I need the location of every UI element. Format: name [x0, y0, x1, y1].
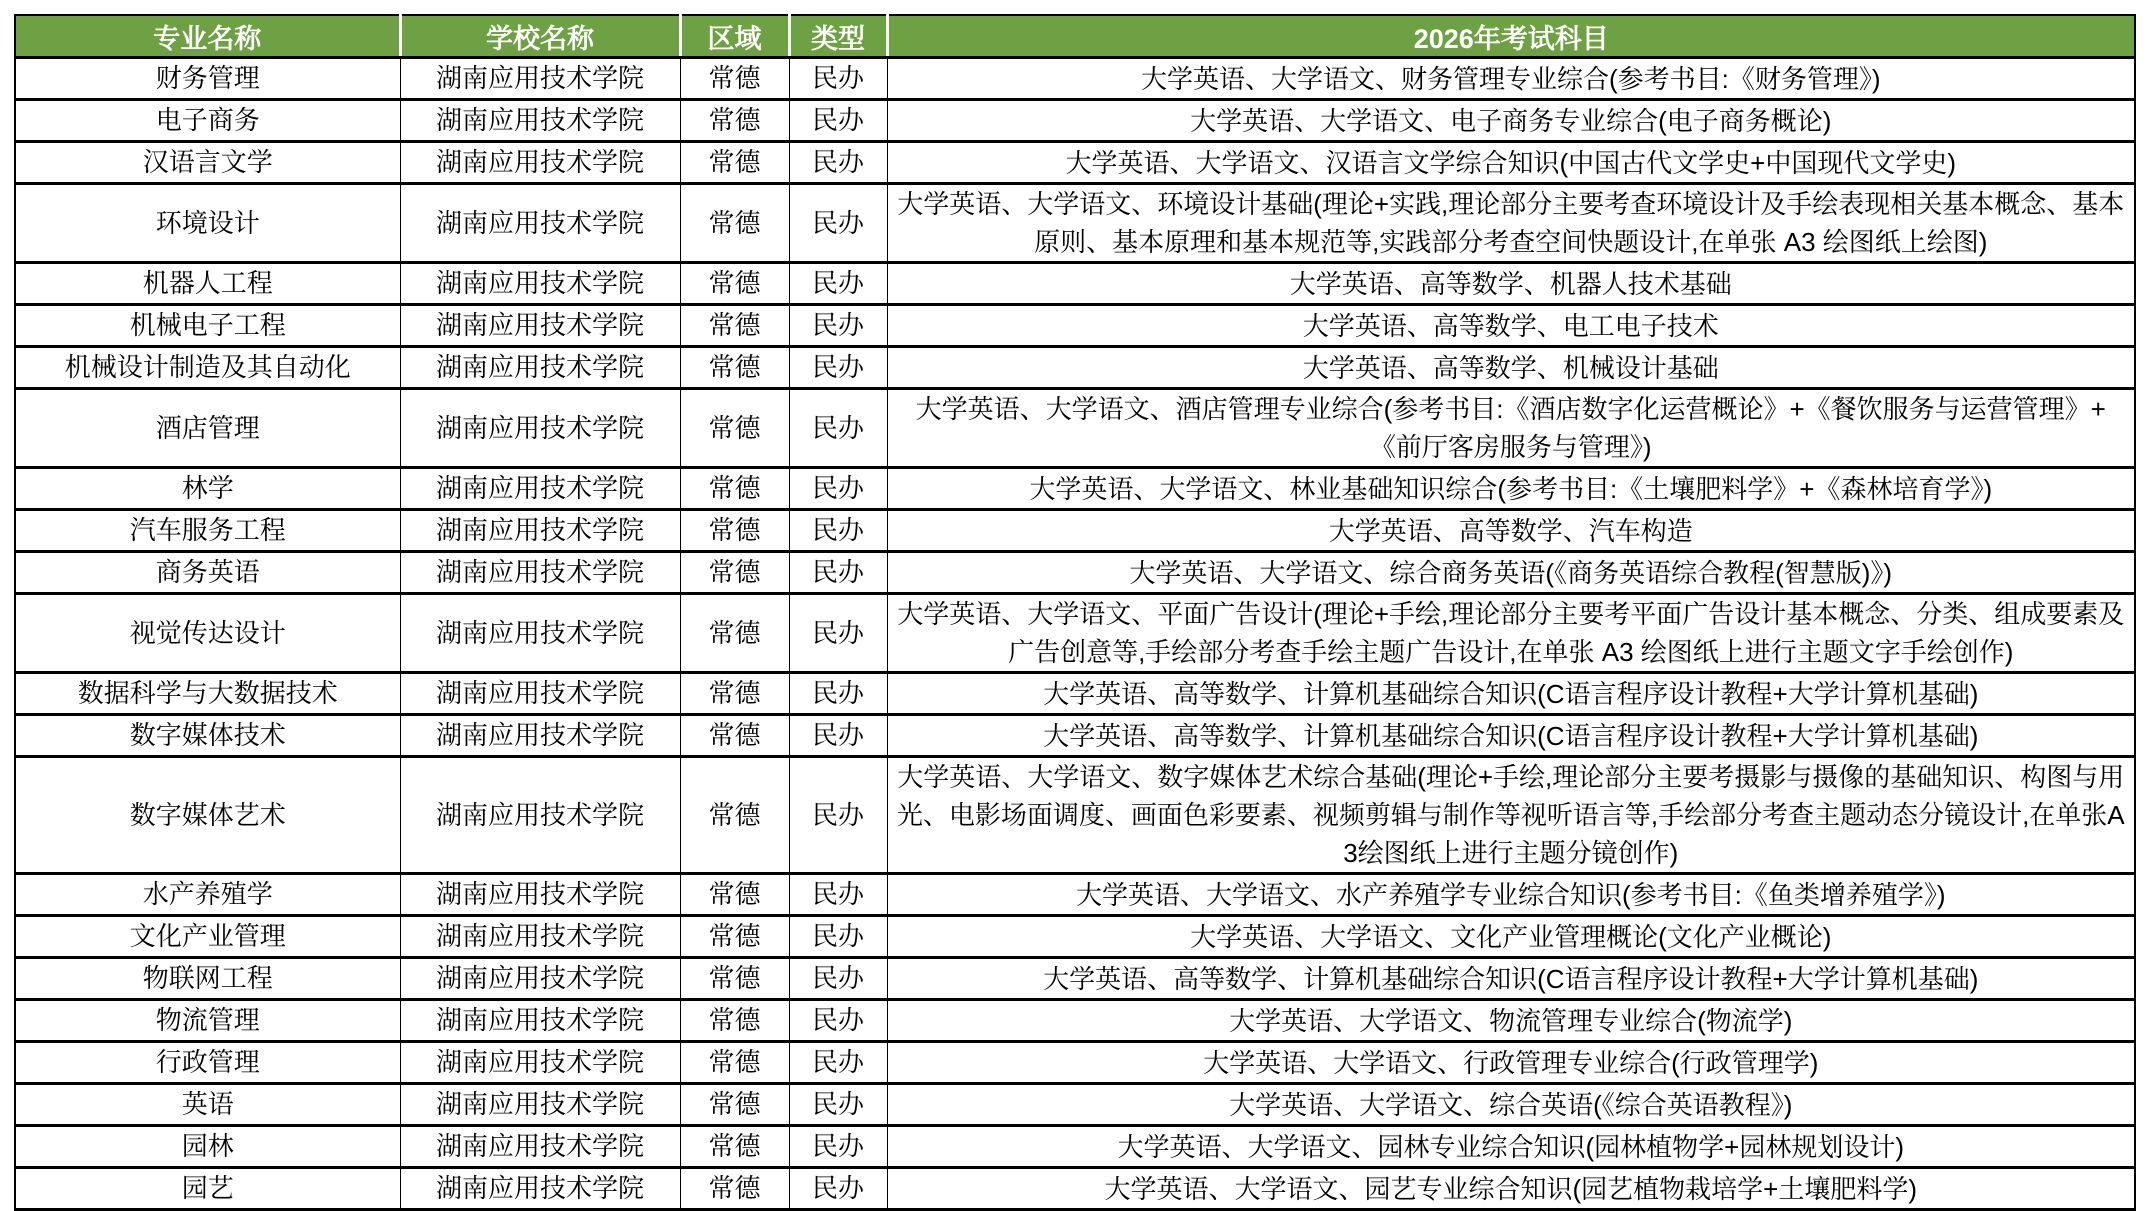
type-cell: 民办: [789, 958, 887, 1000]
school-cell: 湖南应用技术学院: [400, 1126, 680, 1168]
subjects-cell: 大学英语、高等数学、计算机基础综合知识(C语言程序设计教程+大学计算机基础): [887, 715, 2135, 757]
major-cell: 视觉传达设计: [15, 594, 400, 673]
subjects-cell: 大学英语、高等数学、汽车构造: [887, 510, 2135, 552]
school-cell: 湖南应用技术学院: [400, 263, 680, 305]
school-cell: 湖南应用技术学院: [400, 1168, 680, 1210]
major-cell: 行政管理: [15, 1042, 400, 1084]
school-cell: 湖南应用技术学院: [400, 958, 680, 1000]
type-cell: 民办: [789, 1000, 887, 1042]
table-row: [15, 916, 2135, 958]
type-cell: 民办: [789, 1084, 887, 1126]
major-cell: 物联网工程: [15, 958, 400, 1000]
major-cell: 机械电子工程: [15, 305, 400, 347]
table-header-row: [15, 15, 2135, 58]
subjects-cell: 大学英语、高等数学、电工电子技术: [887, 305, 2135, 347]
school-cell: 湖南应用技术学院: [400, 305, 680, 347]
column-header-school: 学校名称: [400, 15, 680, 58]
major-cell: 酒店管理: [15, 389, 400, 468]
school-cell: 湖南应用技术学院: [400, 1000, 680, 1042]
major-cell: 环境设计: [15, 184, 400, 263]
region-cell: 常德: [680, 594, 789, 673]
major-cell: 机械设计制造及其自动化: [15, 347, 400, 389]
type-cell: 民办: [789, 510, 887, 552]
type-cell: 民办: [789, 916, 887, 958]
region-cell: 常德: [680, 715, 789, 757]
table-row: [15, 142, 2135, 184]
subjects-cell: 大学英语、大学语文、平面广告设计(理论+手绘,理论部分主要考平面广告设计基本概念、分类、组成要素及广告创意等,手绘部分考查手绘主题广告设计,在单张 A3 绘图纸上进行主题文字手绘创作): [887, 594, 2135, 673]
subjects-cell: 大学英语、大学语文、酒店管理专业综合(参考书目:《酒店数字化运营概论》+《餐饮服务与运营管理》+《前厅客房服务与管理》): [887, 389, 2135, 468]
subjects-cell: 大学英语、大学语文、园艺专业综合知识(园艺植物栽培学+土壤肥料学): [887, 1168, 2135, 1210]
subjects-cell: 大学英语、高等数学、机械设计基础: [887, 347, 2135, 389]
table-body: [15, 58, 2135, 1210]
type-cell: 民办: [789, 184, 887, 263]
subjects-cell: 大学英语、大学语文、水产养殖学专业综合知识(参考书目:《鱼类增养殖学》): [887, 874, 2135, 916]
type-cell: 民办: [789, 468, 887, 510]
type-cell: 民办: [789, 1126, 887, 1168]
type-cell: 民办: [789, 100, 887, 142]
table-row: [15, 468, 2135, 510]
region-cell: 常德: [680, 916, 789, 958]
type-cell: 民办: [789, 1042, 887, 1084]
major-cell: 园林: [15, 1126, 400, 1168]
region-cell: 常德: [680, 552, 789, 594]
exam-subjects-table: [14, 14, 2136, 1211]
school-cell: 湖南应用技术学院: [400, 715, 680, 757]
table-row: [15, 874, 2135, 916]
subjects-cell: 大学英语、大学语文、园林专业综合知识(园林植物学+园林规划设计): [887, 1126, 2135, 1168]
major-cell: 物流管理: [15, 1000, 400, 1042]
school-cell: 湖南应用技术学院: [400, 58, 680, 100]
school-cell: 湖南应用技术学院: [400, 916, 680, 958]
major-cell: 汉语言文学: [15, 142, 400, 184]
school-cell: 湖南应用技术学院: [400, 389, 680, 468]
table-row: [15, 100, 2135, 142]
table-row: [15, 552, 2135, 594]
major-cell: 英语: [15, 1084, 400, 1126]
column-header-region: 区域: [680, 15, 789, 58]
subjects-cell: 大学英语、大学语文、财务管理专业综合(参考书目:《财务管理》): [887, 58, 2135, 100]
type-cell: 民办: [789, 552, 887, 594]
major-cell: 水产养殖学: [15, 874, 400, 916]
school-cell: 湖南应用技术学院: [400, 510, 680, 552]
type-cell: 民办: [789, 305, 887, 347]
region-cell: 常德: [680, 1126, 789, 1168]
region-cell: 常德: [680, 184, 789, 263]
table-row: [15, 347, 2135, 389]
subjects-cell: 大学英语、高等数学、计算机基础综合知识(C语言程序设计教程+大学计算机基础): [887, 673, 2135, 715]
region-cell: 常德: [680, 510, 789, 552]
school-cell: 湖南应用技术学院: [400, 1084, 680, 1126]
subjects-cell: 大学英语、大学语文、数字媒体艺术综合基础(理论+手绘,理论部分主要考摄影与摄像的基础知识、构图与用光、电影场面调度、画面色彩要素、视频剪辑与制作等视听语言等,手绘部分考查主题动态分镜设计,在单张A3绘图纸上进行主题分镜创作): [887, 757, 2135, 874]
subjects-cell: 大学英语、高等数学、计算机基础综合知识(C语言程序设计教程+大学计算机基础): [887, 958, 2135, 1000]
table-row: [15, 715, 2135, 757]
table-row: [15, 58, 2135, 100]
subjects-cell: 大学英语、大学语文、汉语言文学综合知识(中国古代文学史+中国现代文学史): [887, 142, 2135, 184]
school-cell: 湖南应用技术学院: [400, 1042, 680, 1084]
table-row: [15, 1000, 2135, 1042]
region-cell: 常德: [680, 142, 789, 184]
subjects-cell: 大学英语、大学语文、行政管理专业综合(行政管理学): [887, 1042, 2135, 1084]
subjects-cell: 大学英语、大学语文、文化产业管理概论(文化产业概论): [887, 916, 2135, 958]
type-cell: 民办: [789, 1168, 887, 1210]
region-cell: 常德: [680, 757, 789, 874]
column-header-subjects: 2026年考试科目: [887, 15, 2135, 58]
table-row: [15, 673, 2135, 715]
school-cell: 湖南应用技术学院: [400, 874, 680, 916]
table-row: [15, 757, 2135, 874]
subjects-cell: 大学英语、大学语文、电子商务专业综合(电子商务概论): [887, 100, 2135, 142]
table-row: [15, 1084, 2135, 1126]
subjects-cell: 大学英语、高等数学、机器人技术基础: [887, 263, 2135, 305]
major-cell: 文化产业管理: [15, 916, 400, 958]
type-cell: 民办: [789, 715, 887, 757]
subjects-cell: 大学英语、大学语文、综合英语(《综合英语教程》): [887, 1084, 2135, 1126]
column-header-major: 专业名称: [15, 15, 400, 58]
school-cell: 湖南应用技术学院: [400, 142, 680, 184]
major-cell: 汽车服务工程: [15, 510, 400, 552]
region-cell: 常德: [680, 347, 789, 389]
major-cell: 数字媒体技术: [15, 715, 400, 757]
region-cell: 常德: [680, 263, 789, 305]
subjects-cell: 大学英语、大学语文、环境设计基础(理论+实践,理论部分主要考查环境设计及手绘表现相关基本概念、基本原则、基本原理和基本规范等,实践部分考查空间快题设计,在单张 A3 绘图纸上绘图): [887, 184, 2135, 263]
type-cell: 民办: [789, 673, 887, 715]
table-row: [15, 594, 2135, 673]
school-cell: 湖南应用技术学院: [400, 100, 680, 142]
school-cell: 湖南应用技术学院: [400, 757, 680, 874]
major-cell: 园艺: [15, 1168, 400, 1210]
region-cell: 常德: [680, 305, 789, 347]
table-row: [15, 263, 2135, 305]
region-cell: 常德: [680, 389, 789, 468]
major-cell: 电子商务: [15, 100, 400, 142]
school-cell: 湖南应用技术学院: [400, 552, 680, 594]
type-cell: 民办: [789, 58, 887, 100]
region-cell: 常德: [680, 100, 789, 142]
school-cell: 湖南应用技术学院: [400, 468, 680, 510]
region-cell: 常德: [680, 1000, 789, 1042]
table-row: [15, 1042, 2135, 1084]
region-cell: 常德: [680, 1168, 789, 1210]
subjects-cell: 大学英语、大学语文、林业基础知识综合(参考书目:《土壤肥料学》+《森林培育学》): [887, 468, 2135, 510]
type-cell: 民办: [789, 142, 887, 184]
type-cell: 民办: [789, 263, 887, 305]
major-cell: 财务管理: [15, 58, 400, 100]
type-cell: 民办: [789, 874, 887, 916]
school-cell: 湖南应用技术学院: [400, 184, 680, 263]
table-row: [15, 184, 2135, 263]
table-row: [15, 1126, 2135, 1168]
school-cell: 湖南应用技术学院: [400, 347, 680, 389]
subjects-cell: 大学英语、大学语文、综合商务英语(《商务英语综合教程(智慧版)》): [887, 552, 2135, 594]
type-cell: 民办: [789, 389, 887, 468]
table-row: [15, 1168, 2135, 1210]
table-row: [15, 305, 2135, 347]
region-cell: 常德: [680, 1084, 789, 1126]
school-cell: 湖南应用技术学院: [400, 673, 680, 715]
region-cell: 常德: [680, 58, 789, 100]
region-cell: 常德: [680, 958, 789, 1000]
type-cell: 民办: [789, 347, 887, 389]
region-cell: 常德: [680, 874, 789, 916]
subjects-cell: 大学英语、大学语文、物流管理专业综合(物流学): [887, 1000, 2135, 1042]
region-cell: 常德: [680, 673, 789, 715]
region-cell: 常德: [680, 468, 789, 510]
table-row: [15, 510, 2135, 552]
table-row: [15, 958, 2135, 1000]
major-cell: 商务英语: [15, 552, 400, 594]
major-cell: 数据科学与大数据技术: [15, 673, 400, 715]
major-cell: 林学: [15, 468, 400, 510]
column-header-type: 类型: [789, 15, 887, 58]
region-cell: 常德: [680, 1042, 789, 1084]
major-cell: 机器人工程: [15, 263, 400, 305]
type-cell: 民办: [789, 594, 887, 673]
school-cell: 湖南应用技术学院: [400, 594, 680, 673]
table-row: [15, 389, 2135, 468]
type-cell: 民办: [789, 757, 887, 874]
major-cell: 数字媒体艺术: [15, 757, 400, 874]
